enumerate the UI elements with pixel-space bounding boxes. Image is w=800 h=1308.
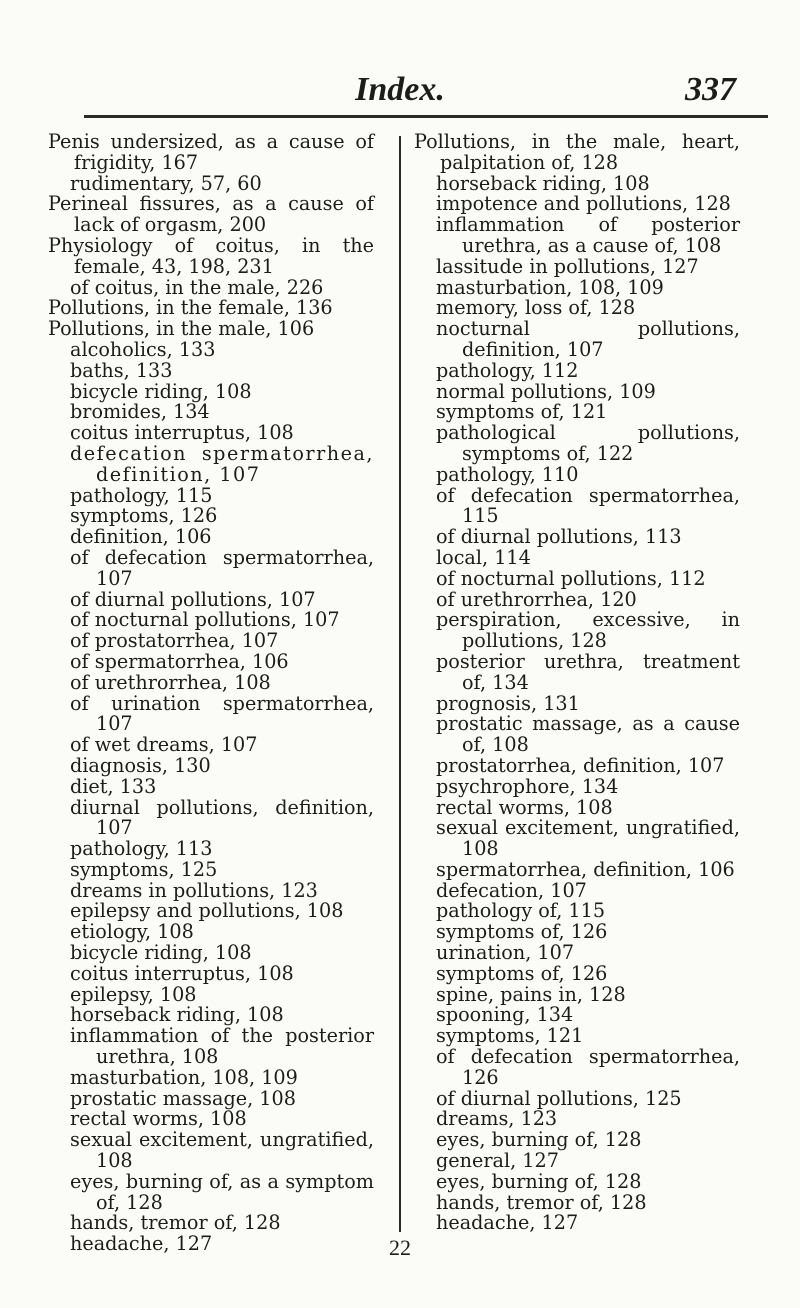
index-heading: Penis undersized, as a cause of frigidity, 167 [48, 130, 374, 174]
index-subentry: of defecation spermatorrhea, 107 [70, 545, 374, 590]
index-subentry: prostatic massage, as a cause of, 108 [436, 712, 740, 757]
index-heading: Pollutions, in the female, 136 [48, 296, 333, 320]
index-subentry: masturbation, 108, 109 [436, 275, 664, 299]
index-subentry: spooning, 134 [436, 1003, 574, 1027]
index-subentry: of nocturnal pollutions, 107 [70, 608, 340, 632]
index-subentry: inflammation of the posterior urethra, 108 [70, 1024, 374, 1069]
index-column-left [48, 132, 374, 1255]
index-heading: Perineal fissures, as a cause of lack of orgasm, 200 [48, 192, 374, 237]
index-subentry: posterior urethra, treatment of, 134 [436, 649, 740, 694]
index-subentry: impotence and pollutions, 128 [436, 192, 731, 216]
index-heading: Physiology of coitus, in the female, 43, 198, 231 [48, 233, 374, 278]
index-subentry: bicycle riding, 108 [70, 941, 252, 965]
index-subentry: symptoms, 126 [70, 504, 218, 528]
index-subentry: symptoms of, 126 [436, 920, 608, 944]
index-subentry: horseback riding, 108 [70, 1003, 284, 1027]
index-subentry: epilepsy, 108 [70, 982, 197, 1006]
index-subentry: baths, 133 [70, 358, 173, 382]
running-title: Index. [355, 71, 445, 108]
index-subentry: of prostatorrhea, 107 [70, 629, 279, 653]
index-subentry: perspiration, excessive, in pollutions, 128 [436, 608, 740, 653]
index-subentry: of diurnal pollutions, 113 [436, 525, 682, 549]
index-subentry: inflammation of posterior urethra, as a cause of, 108 [436, 213, 740, 257]
index-subentry: rectal worms, 108 [70, 1107, 247, 1131]
index-subentry: of spermatorrhea, 106 [70, 649, 289, 673]
index-subentry: local, 114 [436, 545, 531, 569]
index-subentry: pathology of, 115 [436, 899, 606, 923]
index-subentry: coitus interruptus, 108 [70, 421, 294, 445]
index-subentry: sexual excitement, ungratified, 108 [436, 816, 740, 861]
index-subentry: of wet dreams, 107 [70, 733, 258, 757]
index-subentry: diagnosis, 130 [70, 753, 211, 777]
index-subentry: defecation, 107 [436, 878, 587, 902]
column-divider [399, 136, 401, 1232]
index-subentry: pathology, 110 [436, 462, 579, 486]
index-subentry: prostatorrhea, definition, 107 [436, 753, 725, 777]
index-subentry: lassitude in pollutions, 127 [436, 254, 699, 278]
index-subentry: of urethrorrhea, 108 [70, 670, 271, 694]
index-subentry: bromides, 134 [70, 400, 210, 424]
index-subentry: of defecation spermatorrhea, 115 [436, 483, 740, 528]
index-subentry: prostatic massage, 108 [70, 1086, 296, 1110]
index-subentry: of diurnal pollutions, 125 [436, 1086, 682, 1110]
index-subentry: spine, pains in, 128 [436, 982, 626, 1006]
index-subentry: horseback riding, 108 [436, 171, 650, 195]
index-subentry: eyes, burning of, 128 [436, 1128, 642, 1152]
index-heading: Pollutions, in the male, 106 [48, 317, 315, 341]
index-subentry: memory, loss of, 128 [436, 296, 636, 320]
index-subentry: epilepsy and pollutions, 108 [70, 899, 344, 923]
index-subentry: urination, 107 [436, 941, 575, 965]
index-subentry: nocturnal pollutions, definition, 107 [436, 317, 740, 361]
signature-mark: 22 [389, 1235, 411, 1260]
index-subentry: diurnal pollutions, definition, 107 [70, 795, 374, 840]
index-subentry: hands, tremor of, 128 [436, 1190, 647, 1214]
index-column-right [414, 132, 740, 1234]
index-subentry: sexual excitement, ungratified, 108 [70, 1128, 374, 1173]
index-subentry: headache, 127 [436, 1211, 579, 1235]
index-subentry: symptoms of, 126 [436, 961, 608, 985]
index-subentry: symptoms, 125 [70, 857, 218, 881]
index-subentry: rudimentary, 57, 60 [70, 171, 262, 195]
index-subentry: spermatorrhea, definition, 106 [436, 857, 735, 881]
index-subentry: of diurnal pollutions, 107 [70, 587, 316, 611]
index-subentry: eyes, burning of, as a symptom of, 128 [70, 1169, 374, 1214]
index-subentry: defecation spermatorrhea, definition, 107 [70, 441, 374, 486]
index-subentry: bicycle riding, 108 [70, 379, 252, 403]
index-subentry: headache, 127 [70, 1232, 213, 1256]
page-number: 337 [685, 71, 736, 108]
index-subentry: masturbation, 108, 109 [70, 1065, 298, 1089]
index-subentry: symptoms, 121 [436, 1024, 584, 1048]
index-subentry: pathological pollutions, symptoms of, 122 [436, 421, 740, 465]
index-subentry: of urethrorrhea, 120 [436, 587, 637, 611]
index-subentry: eyes, burning of, 128 [436, 1169, 642, 1193]
index-subentry: etiology, 108 [70, 920, 194, 944]
index-subentry: of defecation spermatorrhea, 126 [436, 1045, 740, 1089]
index-subentry: general, 127 [436, 1149, 559, 1173]
index-subentry: dreams in pollutions, 123 [70, 878, 318, 902]
index-subentry: rectal worms, 108 [436, 795, 613, 819]
index-subentry: of coitus, in the male, 226 [70, 275, 324, 299]
index-subentry: symptoms of, 121 [436, 400, 608, 424]
index-heading: Pollutions, in the male, heart, palpitation of, 128 [414, 130, 740, 174]
index-subentry: of urination spermatorrhea, 107 [70, 691, 374, 736]
page-header [40, 70, 760, 114]
index-subentry: diet, 133 [70, 774, 157, 798]
index-subentry: of nocturnal pollutions, 112 [436, 566, 706, 590]
index-subentry: pathology, 115 [70, 483, 213, 507]
index-subentry: alcoholics, 133 [70, 337, 216, 361]
index-subentry: dreams, 123 [436, 1107, 558, 1131]
index-subentry: pathology, 112 [436, 358, 579, 382]
index-subentry: definition, 106 [70, 525, 212, 549]
index-subentry: normal pollutions, 109 [436, 379, 656, 403]
index-subentry: pathology, 113 [70, 837, 213, 861]
index-subentry: prognosis, 131 [436, 691, 580, 715]
index-subentry: hands, tremor of, 128 [70, 1211, 281, 1235]
index-subentry: coitus interruptus, 108 [70, 961, 294, 985]
header-rule [84, 115, 768, 118]
index-subentry: psychrophore, 134 [436, 774, 619, 798]
